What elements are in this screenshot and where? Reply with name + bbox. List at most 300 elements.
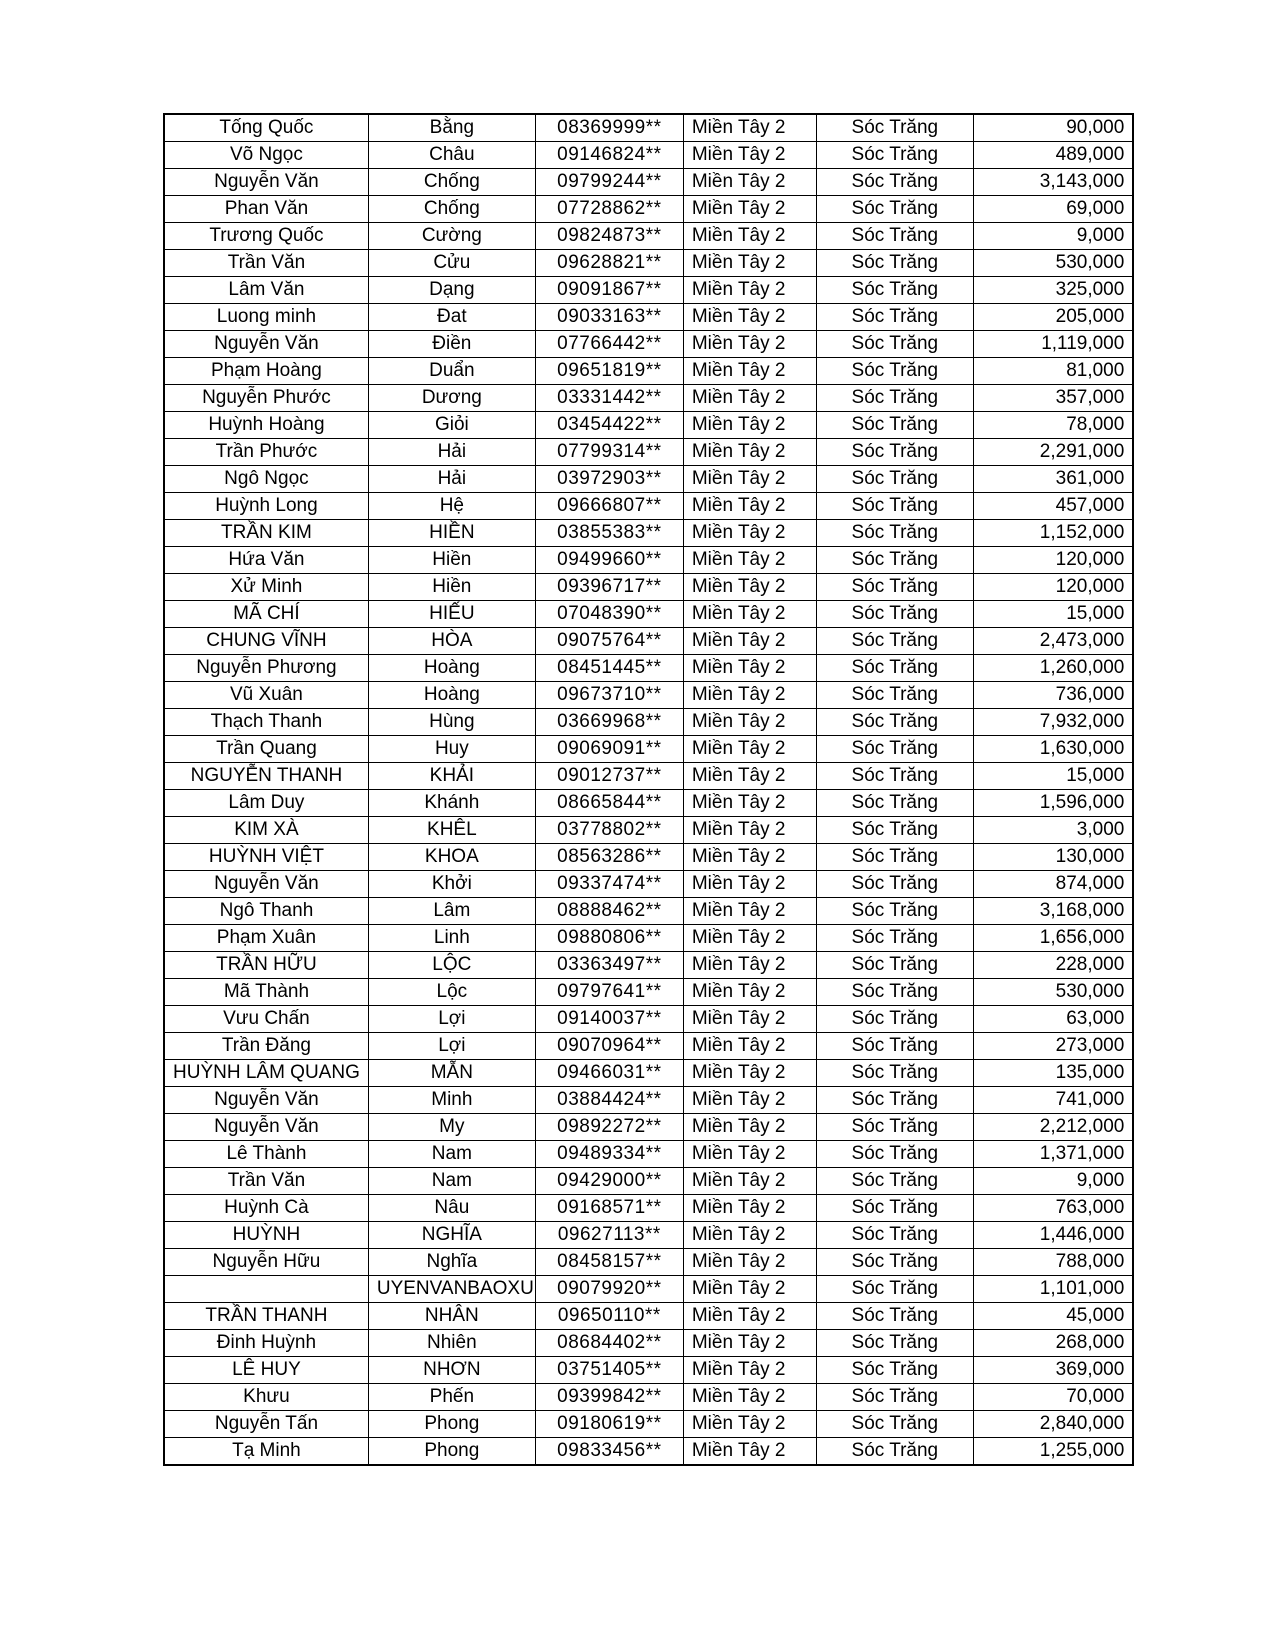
surname-cell: TRẦN THANH <box>164 1303 368 1330</box>
table-row <box>164 790 1133 817</box>
given-name-cell: HIẾU <box>368 601 535 628</box>
phone-cell: 09140037** <box>535 1006 683 1033</box>
province-cell: Sóc Trăng <box>816 331 973 358</box>
province-cell: Sóc Trăng <box>816 952 973 979</box>
province-cell: Sóc Trăng <box>816 1033 973 1060</box>
amount-cell: 1,596,000 <box>973 790 1133 817</box>
surname-cell: Khưu <box>164 1384 368 1411</box>
amount-cell: 361,000 <box>973 466 1133 493</box>
phone-cell: 09880806** <box>535 925 683 952</box>
given-name-cell: Dương <box>368 385 535 412</box>
table-row <box>164 142 1133 169</box>
surname-cell: CHUNG VĨNH <box>164 628 368 655</box>
phone-cell: 09489334** <box>535 1141 683 1168</box>
region-cell: Miền Tây 2 <box>683 277 816 304</box>
surname-cell: Vũ Xuân <box>164 682 368 709</box>
amount-cell: 736,000 <box>973 682 1133 709</box>
phone-cell: 03855383** <box>535 520 683 547</box>
province-cell: Sóc Trăng <box>816 250 973 277</box>
amount-cell: 325,000 <box>973 277 1133 304</box>
amount-cell: 2,212,000 <box>973 1114 1133 1141</box>
table-row <box>164 736 1133 763</box>
phone-cell: 09628821** <box>535 250 683 277</box>
phone-cell: 09892272** <box>535 1114 683 1141</box>
amount-cell: 45,000 <box>973 1303 1133 1330</box>
amount-cell: 1,371,000 <box>973 1141 1133 1168</box>
region-cell: Miền Tây 2 <box>683 763 816 790</box>
region-cell: Miền Tây 2 <box>683 817 816 844</box>
given-name-cell: My <box>368 1114 535 1141</box>
phone-cell: 09799244** <box>535 169 683 196</box>
region-cell: Miền Tây 2 <box>683 1060 816 1087</box>
phone-cell: 09146824** <box>535 142 683 169</box>
given-name-cell: HÒA <box>368 628 535 655</box>
phone-cell: 03972903** <box>535 466 683 493</box>
amount-cell: 763,000 <box>973 1195 1133 1222</box>
phone-cell: 03751405** <box>535 1357 683 1384</box>
given-name-cell: Nam <box>368 1141 535 1168</box>
province-cell: Sóc Trăng <box>816 844 973 871</box>
phone-cell: 09833456** <box>535 1438 683 1466</box>
surname-cell: Huỳnh Long <box>164 493 368 520</box>
given-name-cell: Hệ <box>368 493 535 520</box>
phone-cell: 09033163** <box>535 304 683 331</box>
given-name-cell: Duẩn <box>368 358 535 385</box>
given-name-cell: Nâu <box>368 1195 535 1222</box>
region-cell: Miền Tây 2 <box>683 1114 816 1141</box>
given-name-cell: Lộc <box>368 979 535 1006</box>
province-cell: Sóc Trăng <box>816 547 973 574</box>
region-cell: Miền Tây 2 <box>683 1384 816 1411</box>
amount-cell: 90,000 <box>973 114 1133 142</box>
table-row <box>164 817 1133 844</box>
surname-cell: HUỲNH LÂM QUANG <box>164 1060 368 1087</box>
amount-cell: 457,000 <box>973 493 1133 520</box>
region-cell: Miền Tây 2 <box>683 439 816 466</box>
given-name-cell: Châu <box>368 142 535 169</box>
phone-cell: 08684402** <box>535 1330 683 1357</box>
phone-cell: 09824873** <box>535 223 683 250</box>
table-row <box>164 358 1133 385</box>
region-cell: Miền Tây 2 <box>683 1168 816 1195</box>
table-row <box>164 493 1133 520</box>
phone-cell: 09666807** <box>535 493 683 520</box>
surname-cell: Trần Đăng <box>164 1033 368 1060</box>
phone-cell: 03454422** <box>535 412 683 439</box>
amount-cell: 530,000 <box>973 979 1133 1006</box>
phone-cell: 07766442** <box>535 331 683 358</box>
province-cell: Sóc Trăng <box>816 358 973 385</box>
table-row <box>164 709 1133 736</box>
table-row <box>164 763 1133 790</box>
region-cell: Miền Tây 2 <box>683 412 816 439</box>
given-name-cell: Lợi <box>368 1006 535 1033</box>
region-cell: Miền Tây 2 <box>683 1222 816 1249</box>
province-cell: Sóc Trăng <box>816 466 973 493</box>
table-row <box>164 925 1133 952</box>
region-cell: Miền Tây 2 <box>683 1033 816 1060</box>
spreadsheet-page <box>163 113 1134 1466</box>
surname-cell: TRẦN HỮU <box>164 952 368 979</box>
phone-cell: 09337474** <box>535 871 683 898</box>
data-table <box>163 113 1134 1466</box>
region-cell: Miền Tây 2 <box>683 520 816 547</box>
amount-cell: 135,000 <box>973 1060 1133 1087</box>
surname-cell: Võ Ngọc <box>164 142 368 169</box>
phone-cell: 03363497** <box>535 952 683 979</box>
table-row <box>164 169 1133 196</box>
amount-cell: 1,119,000 <box>973 331 1133 358</box>
surname-cell: Huỳnh Cà <box>164 1195 368 1222</box>
phone-cell: 09075764** <box>535 628 683 655</box>
surname-cell: Xử Minh <box>164 574 368 601</box>
region-cell: Miền Tây 2 <box>683 871 816 898</box>
phone-cell: 09180619** <box>535 1411 683 1438</box>
surname-cell: Hứa Văn <box>164 547 368 574</box>
amount-cell: 63,000 <box>973 1006 1133 1033</box>
region-cell: Miền Tây 2 <box>683 655 816 682</box>
table-row <box>164 682 1133 709</box>
surname-cell: Nguyễn Phước <box>164 385 368 412</box>
surname-cell: Trần Văn <box>164 250 368 277</box>
province-cell: Sóc Trăng <box>816 114 973 142</box>
region-cell: Miền Tây 2 <box>683 250 816 277</box>
surname-cell: Luong minh <box>164 304 368 331</box>
region-cell: Miền Tây 2 <box>683 1357 816 1384</box>
table-row <box>164 304 1133 331</box>
given-name-cell: Điền <box>368 331 535 358</box>
given-name-cell: Khởi <box>368 871 535 898</box>
province-cell: Sóc Trăng <box>816 1087 973 1114</box>
given-name-cell: KHÊL <box>368 817 535 844</box>
province-cell: Sóc Trăng <box>816 628 973 655</box>
region-cell: Miền Tây 2 <box>683 790 816 817</box>
region-cell: Miền Tây 2 <box>683 628 816 655</box>
province-cell: Sóc Trăng <box>816 385 973 412</box>
region-cell: Miền Tây 2 <box>683 979 816 1006</box>
region-cell: Miền Tây 2 <box>683 142 816 169</box>
table-row <box>164 1114 1133 1141</box>
given-name-cell: Hải <box>368 466 535 493</box>
amount-cell: 2,291,000 <box>973 439 1133 466</box>
given-name-cell: Đat <box>368 304 535 331</box>
amount-cell: 489,000 <box>973 142 1133 169</box>
table-row <box>164 844 1133 871</box>
given-name-cell: Bằng <box>368 114 535 142</box>
phone-cell: 09651819** <box>535 358 683 385</box>
province-cell: Sóc Trăng <box>816 1006 973 1033</box>
province-cell: Sóc Trăng <box>816 304 973 331</box>
amount-cell: 70,000 <box>973 1384 1133 1411</box>
province-cell: Sóc Trăng <box>816 763 973 790</box>
table-row <box>164 871 1133 898</box>
region-cell: Miền Tây 2 <box>683 1276 816 1303</box>
given-name-cell: Nhiên <box>368 1330 535 1357</box>
province-cell: Sóc Trăng <box>816 520 973 547</box>
province-cell: Sóc Trăng <box>816 412 973 439</box>
amount-cell: 228,000 <box>973 952 1133 979</box>
phone-cell: 07048390** <box>535 601 683 628</box>
phone-cell: 09673710** <box>535 682 683 709</box>
given-name-cell: Giỏi <box>368 412 535 439</box>
province-cell: Sóc Trăng <box>816 223 973 250</box>
province-cell: Sóc Trăng <box>816 1168 973 1195</box>
surname-cell: Ngô Thanh <box>164 898 368 925</box>
surname-cell <box>164 1276 368 1303</box>
region-cell: Miền Tây 2 <box>683 493 816 520</box>
given-name-cell: Minh <box>368 1087 535 1114</box>
amount-cell: 9,000 <box>973 223 1133 250</box>
region-cell: Miền Tây 2 <box>683 1438 816 1466</box>
surname-cell: Trần Văn <box>164 1168 368 1195</box>
phone-cell: 09091867** <box>535 277 683 304</box>
phone-cell: 08563286** <box>535 844 683 871</box>
province-cell: Sóc Trăng <box>816 169 973 196</box>
province-cell: Sóc Trăng <box>816 574 973 601</box>
region-cell: Miền Tây 2 <box>683 682 816 709</box>
given-name-cell: Phong <box>368 1438 535 1466</box>
province-cell: Sóc Trăng <box>816 601 973 628</box>
surname-cell: Trần Quang <box>164 736 368 763</box>
table-row <box>164 277 1133 304</box>
amount-cell: 15,000 <box>973 763 1133 790</box>
province-cell: Sóc Trăng <box>816 277 973 304</box>
table-row <box>164 1249 1133 1276</box>
amount-cell: 2,840,000 <box>973 1411 1133 1438</box>
table-row <box>164 385 1133 412</box>
amount-cell: 7,932,000 <box>973 709 1133 736</box>
province-cell: Sóc Trăng <box>816 817 973 844</box>
province-cell: Sóc Trăng <box>816 655 973 682</box>
amount-cell: 1,446,000 <box>973 1222 1133 1249</box>
surname-cell: Trần Phước <box>164 439 368 466</box>
given-name-cell: Hiền <box>368 574 535 601</box>
surname-cell: Tạ Minh <box>164 1438 368 1466</box>
amount-cell: 1,152,000 <box>973 520 1133 547</box>
phone-cell: 08888462** <box>535 898 683 925</box>
surname-cell: Phan Văn <box>164 196 368 223</box>
surname-cell: HUỲNH VIỆT <box>164 844 368 871</box>
given-name-cell: KHẢI <box>368 763 535 790</box>
region-cell: Miền Tây 2 <box>683 223 816 250</box>
given-name-cell: MẪN <box>368 1060 535 1087</box>
amount-cell: 1,255,000 <box>973 1438 1133 1466</box>
phone-cell: 07799314** <box>535 439 683 466</box>
surname-cell: Đinh Huỳnh <box>164 1330 368 1357</box>
surname-cell: Lâm Văn <box>164 277 368 304</box>
province-cell: Sóc Trăng <box>816 142 973 169</box>
table-row <box>164 1276 1133 1303</box>
surname-cell: Thạch Thanh <box>164 709 368 736</box>
given-name-cell: Nghĩa <box>368 1249 535 1276</box>
amount-cell: 1,656,000 <box>973 925 1133 952</box>
surname-cell: Vưu Chấn <box>164 1006 368 1033</box>
amount-cell: 788,000 <box>973 1249 1133 1276</box>
region-cell: Miền Tây 2 <box>683 547 816 574</box>
given-name-cell: UYENVANBAOXU <box>368 1276 535 1303</box>
phone-cell: 09797641** <box>535 979 683 1006</box>
given-name-cell: Hải <box>368 439 535 466</box>
surname-cell: Nguyễn Hữu <box>164 1249 368 1276</box>
province-cell: Sóc Trăng <box>816 1114 973 1141</box>
table-row <box>164 466 1133 493</box>
surname-cell: MÃ CHÍ <box>164 601 368 628</box>
amount-cell: 357,000 <box>973 385 1133 412</box>
phone-cell: 08458157** <box>535 1249 683 1276</box>
phone-cell: 08665844** <box>535 790 683 817</box>
surname-cell: Huỳnh Hoàng <box>164 412 368 439</box>
region-cell: Miền Tây 2 <box>683 925 816 952</box>
amount-cell: 130,000 <box>973 844 1133 871</box>
table-row <box>164 250 1133 277</box>
phone-cell: 09627113** <box>535 1222 683 1249</box>
surname-cell: Nguyễn Văn <box>164 1114 368 1141</box>
province-cell: Sóc Trăng <box>816 682 973 709</box>
table-row <box>164 1384 1133 1411</box>
region-cell: Miền Tây 2 <box>683 709 816 736</box>
given-name-cell: Chống <box>368 169 535 196</box>
amount-cell: 9,000 <box>973 1168 1133 1195</box>
province-cell: Sóc Trăng <box>816 898 973 925</box>
surname-cell: HUỲNH <box>164 1222 368 1249</box>
table-row <box>164 1303 1133 1330</box>
phone-cell: 09429000** <box>535 1168 683 1195</box>
given-name-cell: HIỀN <box>368 520 535 547</box>
surname-cell: Nguyễn Phương <box>164 655 368 682</box>
given-name-cell: Cường <box>368 223 535 250</box>
province-cell: Sóc Trăng <box>816 790 973 817</box>
region-cell: Miền Tây 2 <box>683 574 816 601</box>
province-cell: Sóc Trăng <box>816 1195 973 1222</box>
table-row <box>164 331 1133 358</box>
amount-cell: 1,630,000 <box>973 736 1133 763</box>
surname-cell: LÊ HUY <box>164 1357 368 1384</box>
region-cell: Miền Tây 2 <box>683 304 816 331</box>
region-cell: Miền Tây 2 <box>683 1330 816 1357</box>
amount-cell: 15,000 <box>973 601 1133 628</box>
amount-cell: 273,000 <box>973 1033 1133 1060</box>
amount-cell: 120,000 <box>973 574 1133 601</box>
surname-cell: Nguyễn Văn <box>164 169 368 196</box>
region-cell: Miền Tây 2 <box>683 1249 816 1276</box>
region-cell: Miền Tây 2 <box>683 952 816 979</box>
amount-cell: 3,000 <box>973 817 1133 844</box>
amount-cell: 3,168,000 <box>973 898 1133 925</box>
province-cell: Sóc Trăng <box>816 1411 973 1438</box>
table-row <box>164 1168 1133 1195</box>
surname-cell: NGUYỄN THANH <box>164 763 368 790</box>
phone-cell: 08451445** <box>535 655 683 682</box>
table-row <box>164 114 1133 142</box>
province-cell: Sóc Trăng <box>816 1357 973 1384</box>
phone-cell: 09069091** <box>535 736 683 763</box>
surname-cell: Phạm Xuân <box>164 925 368 952</box>
amount-cell: 874,000 <box>973 871 1133 898</box>
province-cell: Sóc Trăng <box>816 709 973 736</box>
table-row <box>164 1060 1133 1087</box>
phone-cell: 09079920** <box>535 1276 683 1303</box>
region-cell: Miền Tây 2 <box>683 196 816 223</box>
province-cell: Sóc Trăng <box>816 979 973 1006</box>
table-row <box>164 1006 1133 1033</box>
phone-cell: 09499660** <box>535 547 683 574</box>
surname-cell: TRẦN KIM <box>164 520 368 547</box>
province-cell: Sóc Trăng <box>816 439 973 466</box>
region-cell: Miền Tây 2 <box>683 1006 816 1033</box>
given-name-cell: Khánh <box>368 790 535 817</box>
table-row <box>164 601 1133 628</box>
amount-cell: 205,000 <box>973 304 1133 331</box>
table-row <box>164 1195 1133 1222</box>
table-body <box>164 114 1133 1465</box>
amount-cell: 1,260,000 <box>973 655 1133 682</box>
amount-cell: 78,000 <box>973 412 1133 439</box>
given-name-cell: Hiền <box>368 547 535 574</box>
given-name-cell: Hoàng <box>368 682 535 709</box>
region-cell: Miền Tây 2 <box>683 385 816 412</box>
given-name-cell: Phong <box>368 1411 535 1438</box>
province-cell: Sóc Trăng <box>816 196 973 223</box>
phone-cell: 03331442** <box>535 385 683 412</box>
table-row <box>164 1357 1133 1384</box>
table-row <box>164 1033 1133 1060</box>
region-cell: Miền Tây 2 <box>683 1141 816 1168</box>
surname-cell: Nguyễn Văn <box>164 871 368 898</box>
province-cell: Sóc Trăng <box>816 1384 973 1411</box>
surname-cell: Lâm Duy <box>164 790 368 817</box>
table-row <box>164 898 1133 925</box>
province-cell: Sóc Trăng <box>816 925 973 952</box>
given-name-cell: Huy <box>368 736 535 763</box>
region-cell: Miền Tây 2 <box>683 1411 816 1438</box>
phone-cell: 09396717** <box>535 574 683 601</box>
surname-cell: Nguyễn Văn <box>164 1087 368 1114</box>
surname-cell: Nguyễn Văn <box>164 331 368 358</box>
given-name-cell: KHOA <box>368 844 535 871</box>
amount-cell: 530,000 <box>973 250 1133 277</box>
region-cell: Miền Tây 2 <box>683 358 816 385</box>
region-cell: Miền Tây 2 <box>683 1087 816 1114</box>
surname-cell: KIM XÀ <box>164 817 368 844</box>
table-row <box>164 439 1133 466</box>
phone-cell: 07728862** <box>535 196 683 223</box>
given-name-cell: Lâm <box>368 898 535 925</box>
table-row <box>164 223 1133 250</box>
given-name-cell: Lợi <box>368 1033 535 1060</box>
table-row <box>164 1141 1133 1168</box>
amount-cell: 268,000 <box>973 1330 1133 1357</box>
table-row <box>164 196 1133 223</box>
amount-cell: 3,143,000 <box>973 169 1133 196</box>
given-name-cell: NHƠN <box>368 1357 535 1384</box>
phone-cell: 09012737** <box>535 763 683 790</box>
table-row <box>164 628 1133 655</box>
table-row <box>164 574 1133 601</box>
phone-cell: 09070964** <box>535 1033 683 1060</box>
given-name-cell: Linh <box>368 925 535 952</box>
given-name-cell: Hoàng <box>368 655 535 682</box>
region-cell: Miền Tây 2 <box>683 898 816 925</box>
given-name-cell: Chống <box>368 196 535 223</box>
province-cell: Sóc Trăng <box>816 1276 973 1303</box>
table-row <box>164 979 1133 1006</box>
phone-cell: 09168571** <box>535 1195 683 1222</box>
surname-cell: Mã Thành <box>164 979 368 1006</box>
province-cell: Sóc Trăng <box>816 1222 973 1249</box>
given-name-cell: Dạng <box>368 277 535 304</box>
given-name-cell: Cửu <box>368 250 535 277</box>
amount-cell: 369,000 <box>973 1357 1133 1384</box>
